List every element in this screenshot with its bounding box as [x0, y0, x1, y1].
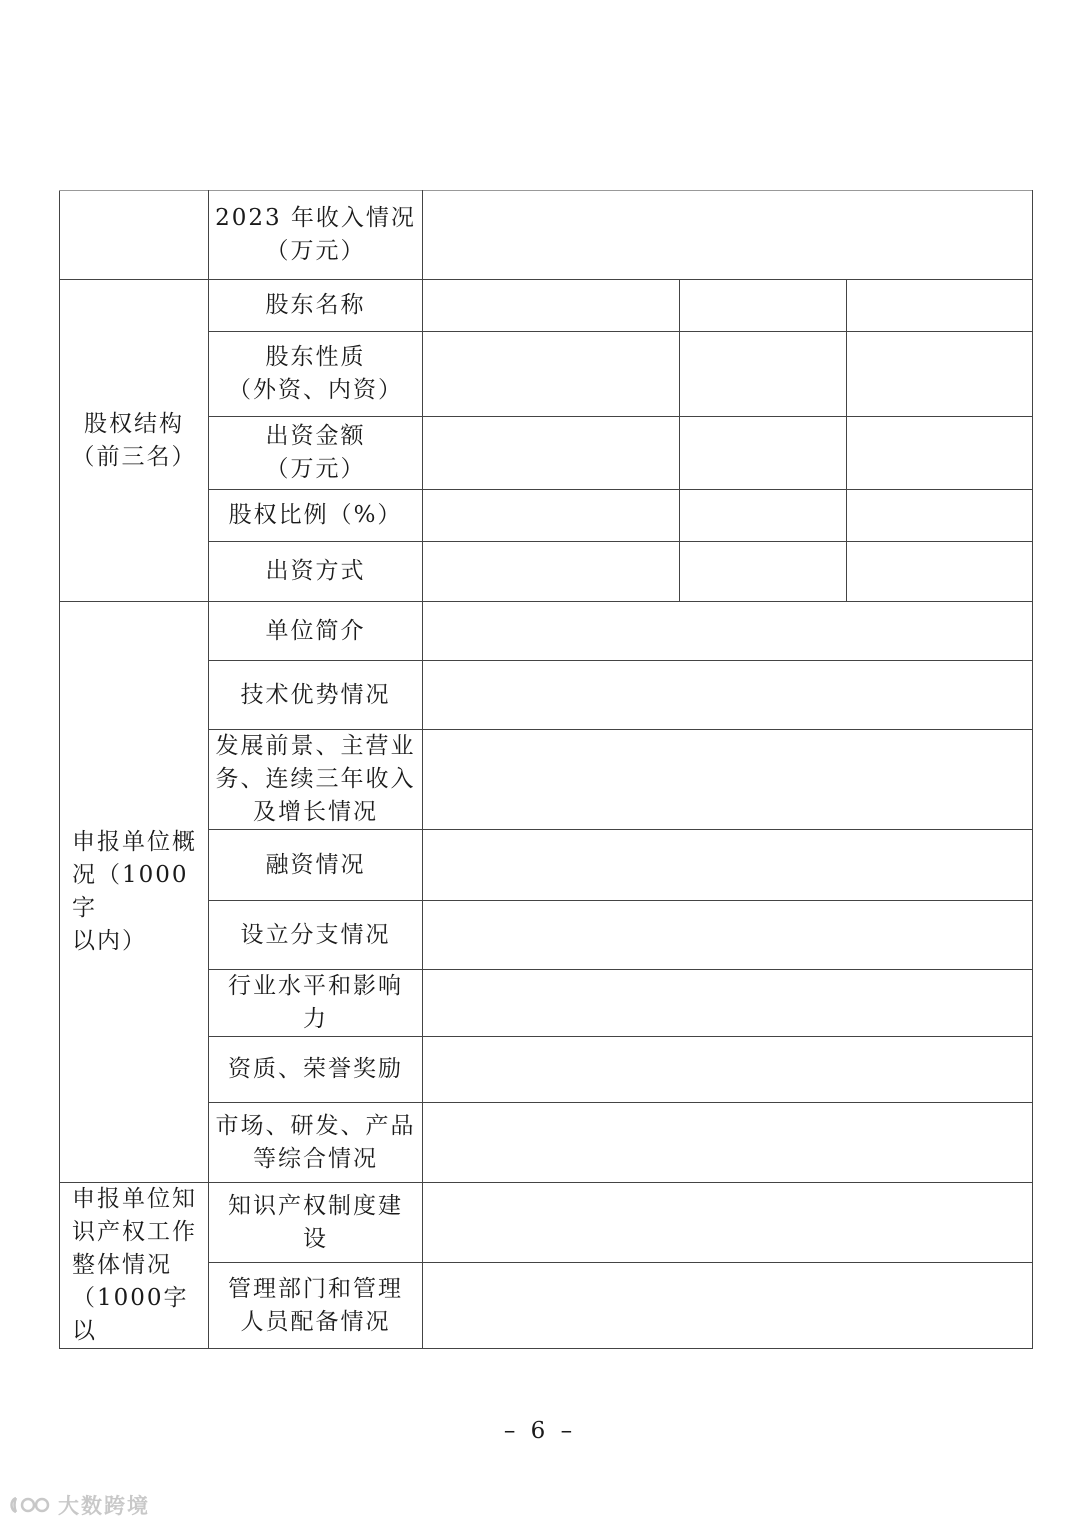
overview-item-label: 单位简介 — [209, 602, 423, 661]
overview-item-label: 发展前景、主营业 务、连续三年收入 及增长情况 — [209, 730, 423, 830]
overview-item-value[interactable] — [423, 661, 1033, 730]
watermark-text: 大数跨境 — [58, 1494, 150, 1518]
shareholder-name-cell-3[interactable] — [847, 280, 1033, 332]
overview-item-value[interactable] — [423, 730, 1033, 830]
overview-item-label: 行业水平和影响 力 — [209, 970, 423, 1037]
overview-item-label: 资质、荣誉奖励 — [209, 1037, 423, 1103]
investment-amount-cell-1[interactable] — [423, 417, 680, 490]
watermark — [8, 1490, 150, 1520]
equity-ratio-label: 股权比例（%） — [209, 490, 423, 542]
investment-method-cell-1[interactable] — [423, 542, 680, 602]
shareholder-name-row — [60, 280, 1033, 332]
income-row — [60, 191, 1033, 280]
income-label: 2023 年收入情况 （万元） — [209, 191, 423, 280]
shareholder-name-cell-1[interactable] — [423, 280, 680, 332]
shareholder-nature-cell-1[interactable] — [423, 332, 680, 417]
equity-structure-label: 股权结构 （前三名） — [60, 280, 209, 602]
investment-method-cell-2[interactable] — [680, 542, 847, 602]
overview-item-label: 融资情况 — [209, 830, 423, 901]
overview-item-value[interactable] — [423, 1103, 1033, 1183]
shareholder-nature-cell-3[interactable] — [847, 332, 1033, 417]
equity-ratio-cell-2[interactable] — [680, 490, 847, 542]
applicant-overview-label: 申报单位概 况（1000 字 以内） — [60, 602, 209, 1183]
equity-ratio-cell-3[interactable] — [847, 490, 1033, 542]
equity-ratio-cell-1[interactable] — [423, 490, 680, 542]
income-value-cell[interactable] — [423, 191, 1033, 280]
application-form-table — [59, 190, 1033, 1349]
shareholder-nature-cell-2[interactable] — [680, 332, 847, 417]
watermark-logo-icon — [8, 1494, 52, 1516]
overview-item-value[interactable] — [423, 901, 1033, 970]
overview-item-label: 设立分支情况 — [209, 901, 423, 970]
investment-amount-label: 出资金额 （万元） — [209, 417, 423, 490]
overview-item-value[interactable] — [423, 1037, 1033, 1103]
overview-item-value[interactable] — [423, 602, 1033, 661]
page-number: – 6 – — [503, 1418, 577, 1444]
ip-item-value[interactable] — [423, 1263, 1033, 1349]
investment-method-label: 出资方式 — [209, 542, 423, 602]
overview-row — [60, 602, 1033, 661]
ip-item-value[interactable] — [423, 1183, 1033, 1263]
ip-row — [60, 1183, 1033, 1263]
investment-amount-cell-3[interactable] — [847, 417, 1033, 490]
shareholder-name-cell-2[interactable] — [680, 280, 847, 332]
ip-work-label: 申报单位知 识产权工作 整体情况 （1000字以 — [60, 1183, 209, 1349]
investment-amount-cell-2[interactable] — [680, 417, 847, 490]
overview-item-value[interactable] — [423, 970, 1033, 1037]
ip-item-label: 管理部门和管理 人员配备情况 — [209, 1263, 423, 1349]
overview-item-value[interactable] — [423, 830, 1033, 901]
investment-method-cell-3[interactable] — [847, 542, 1033, 602]
overview-item-label: 市场、研发、产品 等综合情况 — [209, 1103, 423, 1183]
shareholder-nature-label: 股东性质 （外资、内资） — [209, 332, 423, 417]
income-group-cell — [60, 191, 209, 280]
ip-item-label: 知识产权制度建 设 — [209, 1183, 423, 1263]
overview-item-label: 技术优势情况 — [209, 661, 423, 730]
shareholder-name-label: 股东名称 — [209, 280, 423, 332]
